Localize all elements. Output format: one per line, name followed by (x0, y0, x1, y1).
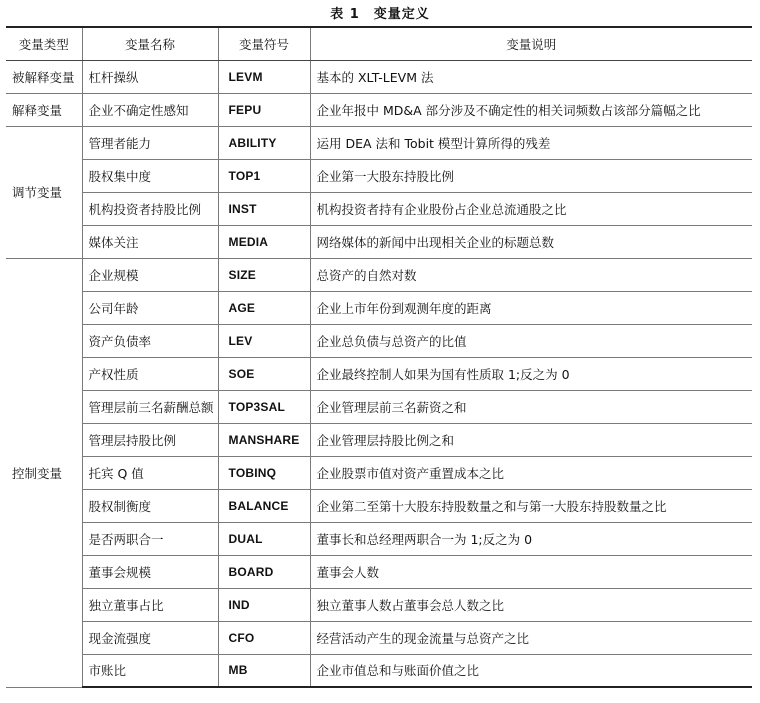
table-row (6, 456, 752, 489)
variable-name: 公司年龄 (82, 291, 218, 324)
variable-symbol: AGE (218, 291, 310, 324)
variable-name: 媒体关注 (82, 225, 218, 258)
variable-description: 企业第一大股东持股比例 (310, 159, 752, 192)
variable-name: 托宾 Q 值 (82, 456, 218, 489)
variable-description: 基本的 XLT-LEVM 法 (310, 60, 752, 93)
variable-name: 管理层持股比例 (82, 423, 218, 456)
variable-name: 独立董事占比 (82, 588, 218, 621)
variable-description: 总资产的自然对数 (310, 258, 752, 291)
table-header-row (6, 27, 752, 60)
variable-description: 董事长和总经理两职合一为 1;反之为 0 (310, 522, 752, 555)
table-row (6, 126, 752, 159)
table-row (6, 324, 752, 357)
table-row (6, 621, 752, 654)
table-row (6, 588, 752, 621)
variable-name: 机构投资者持股比例 (82, 192, 218, 225)
variable-symbol: MANSHARE (218, 423, 310, 456)
table-row (6, 555, 752, 588)
variable-name: 企业规模 (82, 258, 218, 291)
variable-description: 机构投资者持有企业股份占企业总流通股之比 (310, 192, 752, 225)
variable-description: 企业管理层持股比例之和 (310, 423, 752, 456)
header-variable-name: 变量名称 (82, 27, 218, 60)
variable-name: 管理者能力 (82, 126, 218, 159)
variable-name: 现金流强度 (82, 621, 218, 654)
table-row (6, 489, 752, 522)
variable-description: 经营活动产生的现金流量与总资产之比 (310, 621, 752, 654)
variable-name: 股权集中度 (82, 159, 218, 192)
table-row (6, 522, 752, 555)
variable-description: 企业股票市值对资产重置成本之比 (310, 456, 752, 489)
variable-symbol: BALANCE (218, 489, 310, 522)
variable-symbol: BOARD (218, 555, 310, 588)
table-row (6, 93, 752, 126)
variable-symbol: SOE (218, 357, 310, 390)
variable-description: 企业上市年份到观测年度的距离 (310, 291, 752, 324)
variable-name: 管理层前三名薪酬总额 (82, 390, 218, 423)
table-row (6, 258, 752, 291)
variable-definition-table (6, 26, 752, 688)
variable-symbol: FEPU (218, 93, 310, 126)
variable-name: 资产负债率 (82, 324, 218, 357)
variable-description: 企业年报中 MD&A 部分涉及不确定性的相关词频数占该部分篇幅之比 (310, 93, 752, 126)
table-row (6, 60, 752, 93)
variable-symbol: TOP3SAL (218, 390, 310, 423)
variable-symbol: TOBINQ (218, 456, 310, 489)
variable-symbol: LEV (218, 324, 310, 357)
variable-symbol: CFO (218, 621, 310, 654)
variable-symbol: IND (218, 588, 310, 621)
table-row (6, 159, 752, 192)
variable-symbol: INST (218, 192, 310, 225)
variable-description: 企业总负债与总资产的比值 (310, 324, 752, 357)
variable-description: 网络媒体的新闻中出现相关企业的标题总数 (310, 225, 752, 258)
table-caption-label: 表 1 (330, 7, 360, 22)
variable-name: 企业不确定性感知 (82, 93, 218, 126)
table-row (6, 654, 752, 687)
table-row (6, 390, 752, 423)
variable-symbol: TOP1 (218, 159, 310, 192)
table-row (6, 291, 752, 324)
group-explanatory: 解释变量 (6, 93, 82, 126)
variable-symbol: ABILITY (218, 126, 310, 159)
variable-description: 独立董事人数占董事会总人数之比 (310, 588, 752, 621)
variable-name: 董事会规模 (82, 555, 218, 588)
table-row (6, 357, 752, 390)
variable-description: 企业管理层前三名薪资之和 (310, 390, 752, 423)
variable-name: 杠杆操纵 (82, 60, 218, 93)
variable-name: 产权性质 (82, 357, 218, 390)
table-caption-title: 变量定义 (373, 7, 430, 22)
header-variable-description: 变量说明 (310, 27, 752, 60)
group-dependent: 被解释变量 (6, 60, 82, 93)
header-variable-symbol: 变量符号 (218, 27, 310, 60)
variable-description: 企业最终控制人如果为国有性质取 1;反之为 0 (310, 357, 752, 390)
table-row (6, 192, 752, 225)
table-row (6, 225, 752, 258)
variable-symbol: LEVM (218, 60, 310, 93)
table-row (6, 423, 752, 456)
variable-name: 是否两职合一 (82, 522, 218, 555)
variable-name: 市账比 (82, 654, 218, 687)
group-control: 控制变量 (6, 258, 82, 687)
header-variable-type: 变量类型 (6, 27, 82, 60)
variable-description: 企业第二至第十大股东持股数量之和与第一大股东持股数量之比 (310, 489, 752, 522)
group-moderating: 调节变量 (6, 126, 82, 258)
variable-symbol: SIZE (218, 258, 310, 291)
variable-symbol: MEDIA (218, 225, 310, 258)
variable-description: 董事会人数 (310, 555, 752, 588)
variable-description: 运用 DEA 法和 Tobit 模型计算所得的残差 (310, 126, 752, 159)
variable-description: 企业市值总和与账面价值之比 (310, 654, 752, 687)
table-caption (0, 3, 760, 22)
variable-symbol: MB (218, 654, 310, 687)
variable-name: 股权制衡度 (82, 489, 218, 522)
variable-symbol: DUAL (218, 522, 310, 555)
